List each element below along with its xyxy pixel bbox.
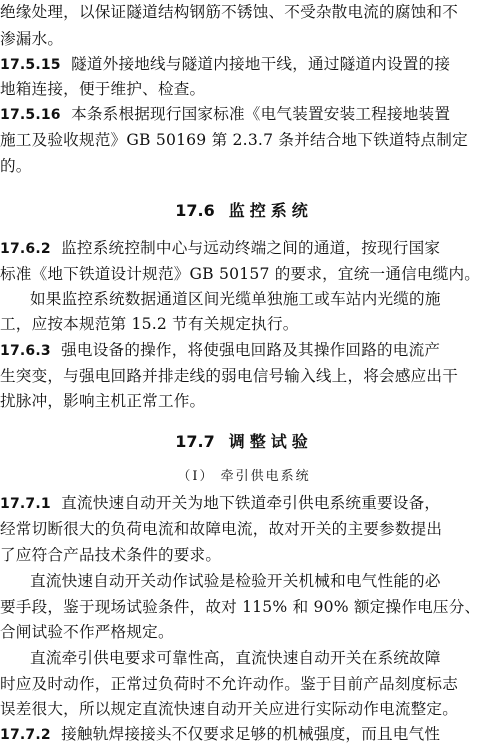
clause-line: 17.6.3 强电设备的操作，将使强电回路及其操作回路的电流产 [0,341,441,359]
clause-number: 17.6.3 [0,343,51,359]
text-line: 绝缘处理，以保证隧道结构钢筋不锈蚀、不受杂散电流的腐蚀和不 [0,3,459,21]
clause-number: 17.7.2 [0,727,51,743]
text-line: 经常切断很大的负荷电流和故障电流，故对开关的主要参数提出 [0,520,443,538]
text-line: 工，应按本规范第 15.2 节有关规定执行。 [0,315,299,333]
clause-line: 17.5.16 本条系根据现行国家标准《电气装置安装工程接地装置 [0,105,451,123]
clause-line: 17.6.2 监控系统控制中心与远动终端之间的通道，按现行国家 [0,239,441,257]
text-line: 地箱连接，便于维护、检查。 [0,80,206,98]
subsection-heading: （Ⅰ） 牵引供电系统 [177,469,311,484]
clause-number: 17.5.15 [0,57,61,73]
text-line: 时应及时动作，正常过负荷时不允许动作。鉴于目前产品刻度标志 [0,675,459,693]
text-line: 生突变，与强电回路并排走线的弱电信号输入线上，将会感应出干 [0,367,459,385]
text-line: 渗漏水。 [0,30,64,48]
text-line: 如果监控系统数据通道区间光缆单独施工或车站内光缆的施 [30,290,441,308]
clause-number: 17.5.16 [0,107,61,123]
section-heading: 17.7 调整试验 [175,432,313,451]
text-line: 误差很大，所以规定直流快速自动开关应进行实际动作电流整定。 [0,700,459,718]
text-line: 施工及验收规范》GB 50169 第 2.3.7 条并结合地下铁道特点制定 [0,131,468,149]
section-heading: 17.6 监控系统 [175,201,313,220]
text-line: 合闸试验不作严格规定。 [0,623,174,641]
text-line: 标准《地下铁道设计规范》GB 50157 的要求，宜统一通信电缆内。 [0,265,481,283]
clause-line: 17.7.2 接触轨焊接接头不仅要求足够的机械强度，而且电气性 [0,725,441,743]
clause-number: 17.6.2 [0,241,51,257]
text-line: 直流牵引供电要求可靠性高，直流快速自动开关在系统故障 [30,649,441,667]
text-line: 要手段，鉴于现场试验条件，故对 115% 和 90% 额定操作电压分、 [0,598,481,616]
text-line: 扰脉冲，影响主机正常工作。 [0,392,206,410]
clause-line: 17.7.1 直流快速自动开关为地下铁道牵引供电系统重要设备， [0,494,441,512]
clause-line: 17.5.15 隧道外接地线与隧道内接地干线，通过隧道内设置的接 [0,55,451,73]
clause-number: 17.7.1 [0,496,51,512]
text-line: 的。 [0,157,32,175]
text-line: 了应符合产品技术条件的要求。 [0,546,222,564]
text-line: 直流快速自动开关动作试验是检验开关机械和电气性能的必 [30,572,441,590]
